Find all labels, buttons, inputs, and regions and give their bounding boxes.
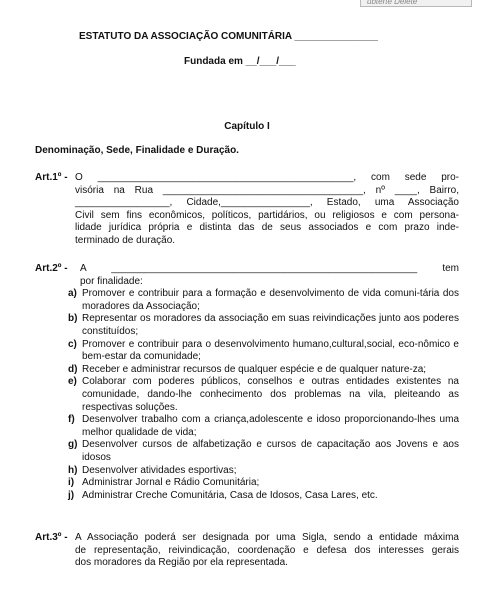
list-item bbox=[68, 288, 459, 313]
article-3-label: Art.3º - bbox=[35, 532, 68, 543]
article-2-line: por finalidade: bbox=[80, 275, 143, 287]
list-item-text: Administrar Jornal e Rádio Comunitária; bbox=[82, 477, 260, 489]
list-item-text: Desenvolver atividades esportivas; bbox=[82, 464, 237, 476]
article-1-line: terminado de duração. bbox=[75, 234, 176, 246]
list-item bbox=[68, 414, 459, 439]
list-item-text: Administrar Creche Comunitária, Casa de Idosos, Casa Lares, etc. bbox=[82, 489, 378, 501]
article-2-body bbox=[80, 263, 459, 288]
list-item-text: Desenvolver cursos de alfabetização e cursos de capacitação aos Jovens e aos idosos bbox=[82, 439, 459, 463]
list-item-key: a) bbox=[68, 288, 77, 300]
list-item bbox=[68, 339, 459, 364]
list-item-key: e) bbox=[68, 376, 77, 388]
article-3-line: dos moradores da Região por ela representada. bbox=[75, 557, 288, 569]
top-toolbar-strip bbox=[0, 0, 500, 9]
article-1-line: lidade jurídica própria e distinta das de seus associados e com prazo inde- bbox=[75, 222, 459, 234]
article-3-body bbox=[75, 532, 459, 570]
article-2-line: A _______________________________________________________ tem bbox=[80, 263, 459, 274]
article-1-label: Art.1º - bbox=[35, 172, 68, 183]
list-item-text: Desenvolver trabalho com a criança,adolescente e idoso proporcionando-lhes uma melhor qualidade de vida; bbox=[82, 414, 459, 438]
list-item bbox=[68, 364, 459, 377]
article-1-line: O ______________________________________________, com sede pro- bbox=[75, 172, 459, 183]
document-title: ESTATUTO DA ASSOCIAÇÃO COMUNITÁRIA _______________ bbox=[79, 31, 378, 42]
article-3-line: de representação, reivindicação, coordenação e defesa dos interesses gerais bbox=[75, 544, 459, 556]
list-item-key: c) bbox=[68, 338, 77, 350]
list-item bbox=[68, 313, 459, 338]
list-item-key: d) bbox=[68, 363, 78, 375]
article-2-label: Art.2º - bbox=[35, 263, 68, 274]
list-item-key: i) bbox=[68, 477, 75, 489]
article-1 bbox=[35, 172, 459, 248]
toolbar-control[interactable]: ubterte Delete bbox=[360, 0, 472, 7]
list-item-key: h) bbox=[68, 464, 78, 476]
list-item-key: f) bbox=[68, 414, 75, 426]
founded-date-line: Fundada em __/___/___ bbox=[184, 56, 296, 67]
article-3 bbox=[35, 532, 459, 570]
article-2 bbox=[35, 263, 459, 502]
list-item bbox=[68, 376, 459, 414]
section-heading: Denominação, Sede, Finalidade e Duração. bbox=[35, 145, 239, 156]
list-item-key: g) bbox=[68, 439, 78, 451]
chapter-heading: Capítulo I bbox=[224, 121, 270, 132]
finality-list bbox=[68, 288, 459, 502]
list-item-text: Colaborar com poderes públicos, conselhos e outras entidades existentes na comunidade, dando-lhe conhecimento dos problemas na vila, pleiteando as respectivas soluções. bbox=[82, 376, 459, 413]
list-item-text: Promover e contribuir para o desenvolvimento humano,cultural,social, eco-nômico e bem-estar da comunidade; bbox=[82, 338, 459, 363]
list-item bbox=[68, 490, 459, 503]
article-1-body bbox=[75, 172, 459, 248]
list-item bbox=[68, 477, 459, 490]
list-item-key: b) bbox=[68, 313, 78, 325]
article-3-line: A Associação poderá ser designada por uma Sigla, sendo a entidade máxima bbox=[75, 532, 459, 543]
article-1-line: Civil sem fins econômicos, políticos, partidários, ou religiosos e com persona- bbox=[75, 209, 459, 221]
list-item-text: Representar os moradores da associação em suas reivindicações junto aos poderes constituídos; bbox=[82, 313, 459, 337]
list-item-text: Promover e contribuir para a formação e desenvolvimento de vida comuni-tária dos moradores da Associação; bbox=[82, 288, 459, 312]
article-1-line: _________________, Cidade,________________, Estado, uma Associação bbox=[75, 197, 459, 209]
list-item-text: Receber e administrar recursos de qualquer espécie e de qualquer nature-za; bbox=[82, 363, 427, 375]
list-item bbox=[68, 439, 459, 464]
list-item bbox=[68, 465, 459, 478]
article-1-line: visória na Rua ____________________________________, nº ____, Bairro, bbox=[75, 184, 459, 196]
list-item-key: j) bbox=[68, 489, 75, 501]
